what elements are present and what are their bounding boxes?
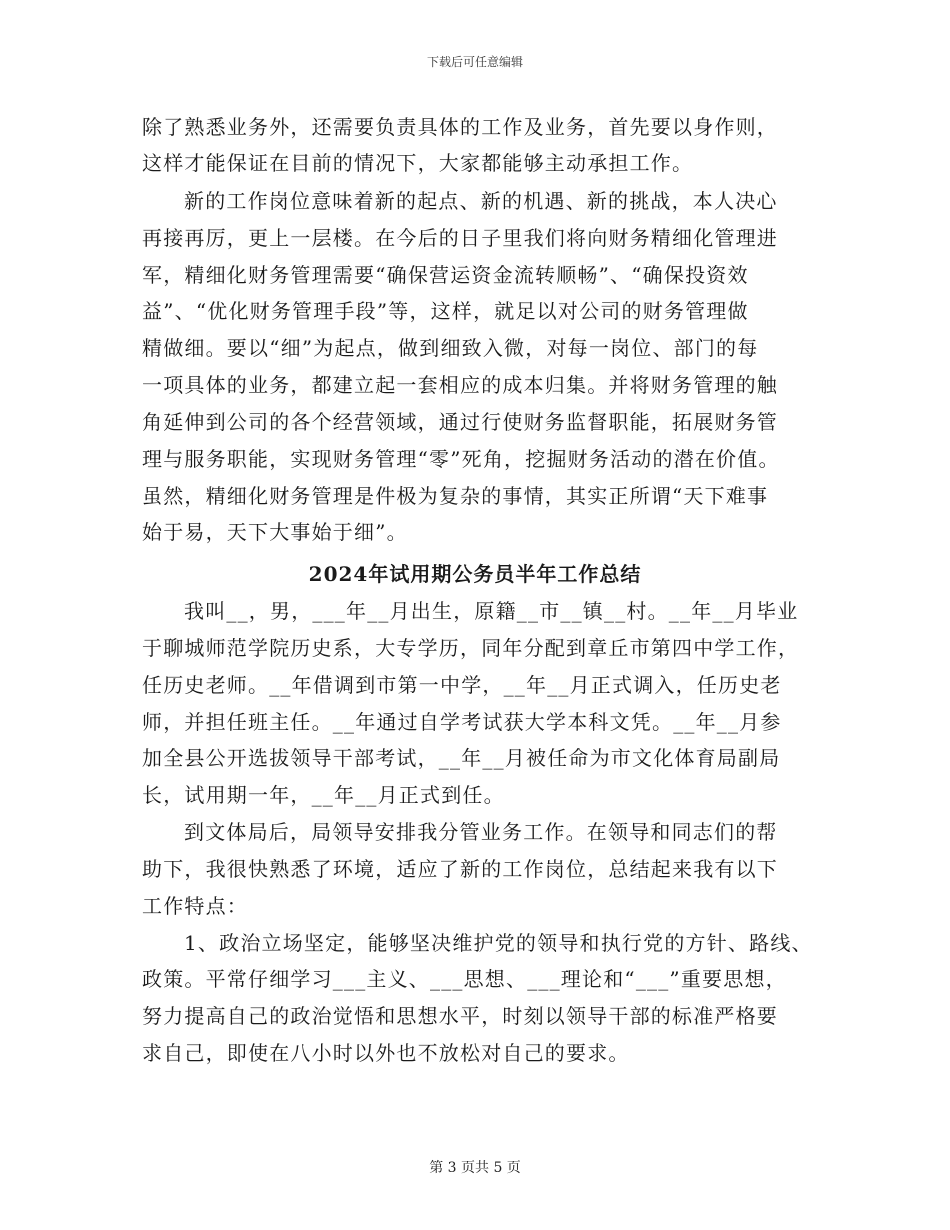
section-title: 2024年试用期公务员半年工作总结 xyxy=(308,562,642,586)
body-line: 新的工作岗位意味着新的起点、新的机遇、新的挑战，本人决心 xyxy=(184,189,778,213)
body-line: 这样才能保证在目前的情况下，大家都能够主动承担工作。 xyxy=(142,151,694,175)
body-line: 长，试用期一年，__年__月正式到任。 xyxy=(142,783,505,807)
body-line: 精做细。要以“细”为起点，做到细致入微，对每一岗位、部门的每 xyxy=(142,336,759,360)
body-line: 任历史老师。__年借调到市第一中学，__年__月正式调入，任历史老 xyxy=(142,673,782,697)
body-line: 一项具体的业务，都建立起一套相应的成本归集。并将财务管理的触 xyxy=(142,373,778,397)
body-line: 于聊城师范学院历史系，大专学历，同年分配到章丘市第四中学工作， xyxy=(142,636,800,660)
body-line: 理与服务职能，实现财务管理“零”死角，挖掘财务活动的潜在价值。 xyxy=(142,447,780,471)
body-line: 除了熟悉业务外，还需要负责具体的工作及业务，首先要以身作则， xyxy=(142,115,778,139)
body-line: 我叫__，男，___年__月出生，原籍__市__镇__村。__年__月毕业 xyxy=(184,599,799,623)
body-line: 到文体局后，局领导安排我分管业务工作。在领导和同志们的帮 xyxy=(184,820,778,844)
body-line: 益”、“优化财务管理手段”等，这样，就足以对公司的财务管理做 xyxy=(142,299,749,323)
page-header-note: 下载后可任意编辑 xyxy=(426,55,523,69)
body-line: 角延伸到公司的各个经营领域，通过行使财务监督职能，拓展财务管 xyxy=(142,410,778,434)
body-line: 始于易，天下大事始于细”。 xyxy=(142,520,408,544)
page-footer: 第 3 页共 5 页 xyxy=(429,1160,521,1176)
body-line: 加全县公开选拔领导干部考试，__年__月被任命为市文化体育局副局 xyxy=(142,746,781,770)
body-line: 工作特点： xyxy=(142,894,248,918)
body-line: 再接再厉，更上一层楼。在今后的日子里我们将向财务精细化管理进 xyxy=(142,226,778,250)
body-line: 求自己，即使在八小时以外也不放松对自己的要求。 xyxy=(142,1041,630,1065)
body-line: 军，精细化财务管理需要“确保营运资金流转顺畅”、“确保投资效 xyxy=(142,263,749,287)
body-line: 助下，我很快熟悉了环境，适应了新的工作岗位，总结起来我有以下 xyxy=(142,857,778,881)
body-line: 1、政治立场坚定，能够坚决维护党的领导和执行党的方针、路线、 xyxy=(184,931,813,955)
body-line: 师，并担任班主任。__年通过自学考试获大学本科文凭。__年__月参 xyxy=(142,710,782,734)
body-line: 努力提高自己的政治觉悟和思想水平，时刻以领导干部的标准严格要 xyxy=(142,1004,778,1028)
body-line: 虽然，精细化财务管理是件极为复杂的事情，其实正所谓“天下难事 xyxy=(142,484,769,508)
body-line: 政策。平常仔细学习___主义、___思想、___理论和“___”重要思想， xyxy=(142,967,787,991)
